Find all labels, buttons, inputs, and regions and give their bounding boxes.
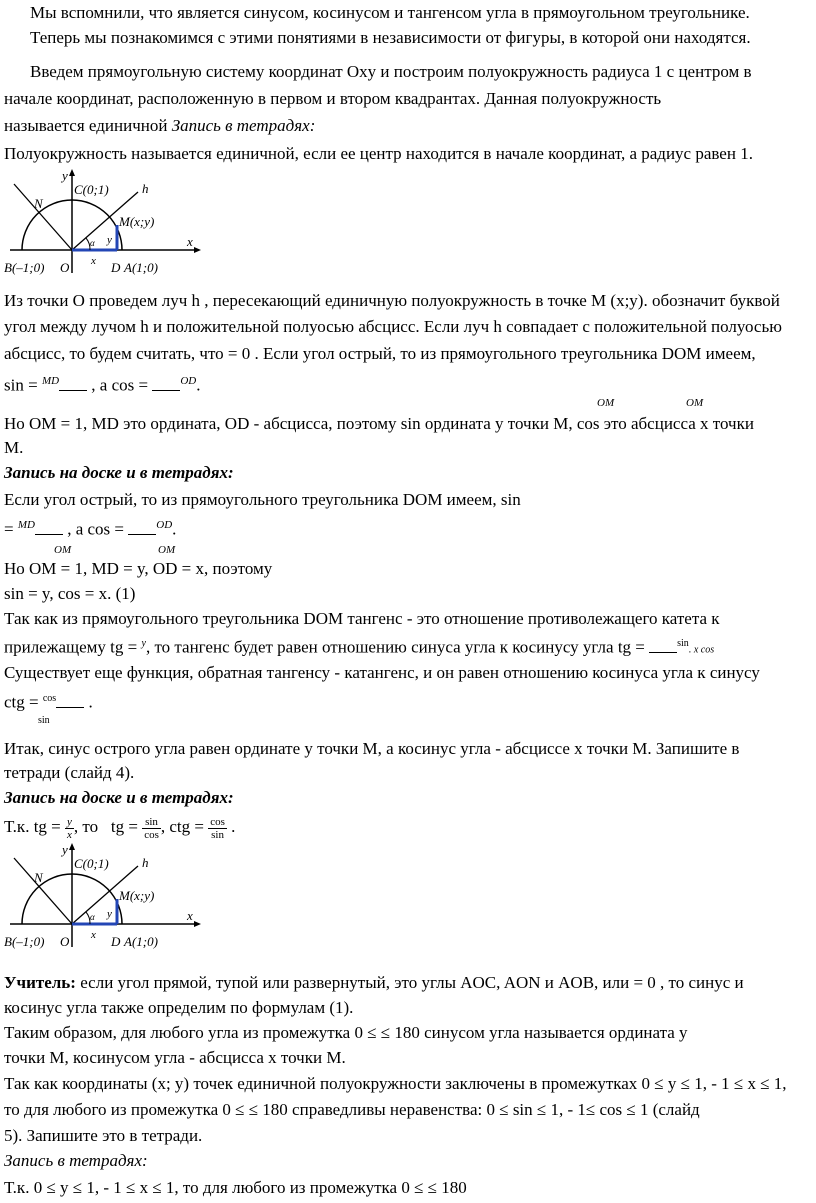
point-a-label: A(1;0) — [124, 934, 158, 949]
para3-line-1: Итак, синус острого угла равен ординате y точки M, а косинус угла - абсциссе x точки M. Запишите в — [4, 739, 740, 758]
point-b-label: B(–1;0) — [4, 260, 45, 275]
board1-line-1: Если угол острый, то из прямоугольного треугольника DOM имеем, sin — [4, 490, 521, 509]
point-n-label: N — [34, 196, 43, 211]
ray-h-label: h — [142, 181, 149, 196]
ray-h-label: h — [142, 855, 149, 870]
board1-heading: Запись на доске и в тетрадях: — [4, 463, 234, 482]
point-d-label: D — [111, 260, 121, 275]
board1-line-5: Так как из прямоугольного треугольника DOM тангенс - это отношение противолежащего катета к — [4, 609, 720, 628]
notebook-line-1: Т.к. 0 ≤ y ≤ 1, - 1 ≤ x ≤ 1, то для любого из промежутка 0 ≤ ≤ 180 — [4, 1178, 467, 1197]
para2-line-5: Но OM = 1, MD это ордината, OD - абсцисса, поэтому sin ордината y точки M, cos это абсцисса x точки — [4, 414, 754, 433]
para3-line-2: тетради (слайд 4). — [4, 763, 135, 782]
point-m-label: M(x;y) — [119, 214, 155, 229]
teacher-label: Учитель: — [4, 973, 76, 992]
para2-line-6: M. — [4, 438, 24, 457]
point-c-label: C(0;1) — [74, 182, 109, 197]
segment-y-label: y — [107, 234, 112, 246]
point-o-label: O — [60, 934, 70, 949]
board1-line-7: Существует еще функция, обратная тангенсу - катангенс, и он равен отношению косинуса угла к синусу — [4, 663, 760, 682]
teacher-line-3: Таким образом, для любого угла из промежутка 0 ≤ ≤ 180 синусом угла называется ордината y — [4, 1023, 688, 1042]
para1-line-2: начале координат, расположенную в первом и втором квадрантах. Данная полуокружность — [4, 89, 662, 108]
board2-formulas: Т.к. tg = $\frac{y}{x}$ , то tg = $\frac{\sin}{\cos}$ , ctg = $\frac{\cos}{\sin}$ . — [4, 815, 236, 841]
board1-line-8: ctg = $^{cos}$ . — [4, 692, 93, 712]
board1-line-9: sin — [38, 715, 50, 726]
y-axis-label: y — [62, 168, 68, 183]
definition-text: Полуокружность называется единичной, если ее центр находится в начале координат, а радиус равен 1. — [4, 144, 753, 163]
teacher-line-6: то для любого из промежутка 0 ≤ ≤ 180 справедливы неравенства: 0 ≤ sin ≤ 1, - 1≤ cos ≤ 1 (слайд — [4, 1100, 700, 1119]
segment-x-label: x — [91, 929, 96, 941]
board1-om-2: OM — [158, 544, 176, 556]
alpha-label: α — [90, 912, 95, 922]
teacher-line-2: косинус угла также определим по формулам (1). — [4, 998, 354, 1017]
board2-heading: Запись на доске и в тетрадях: — [4, 788, 234, 807]
point-b-label: B(–1;0) — [4, 934, 45, 949]
para1-line-3: называется единичной Запись в тетрадях: — [4, 116, 316, 135]
point-n-label: N — [34, 870, 43, 885]
para2-line-1: Из точки O проведем луч h , пересекающий единичную полуокружность в точке M (x;y). обозначит буквой — [4, 291, 780, 310]
notebook-heading: Запись в тетрадях: — [4, 1151, 148, 1170]
para1-line-1: Введем прямоугольную систему координат Oxy и построим полуокружность радиуса 1 с центром в — [30, 62, 752, 81]
point-o-label: O — [60, 260, 70, 275]
board1-line-6: прилежащему tg = $^y$, то тангенс будет равен отношению синуса угла к косинусу угла tg = $^{sin}$. x cos — [4, 637, 715, 657]
board1-om-1: OM — [54, 544, 72, 556]
para2-line-3: абсцисс, то будем считать, что = 0 . Если угол острый, то из прямоугольного треугольника DOM имеем, — [4, 344, 756, 363]
teacher-line-1: Учитель: если угол прямой, тупой или развернутый, это углы AOC, AON и AOB, или = 0 , то синус и — [4, 973, 744, 992]
para2-line-4: sin = $^{MD}$ , a cos = $^{OD}$. — [4, 375, 201, 395]
board1-line-3: Но OM = 1, MD = y, OD = x, поэтому — [4, 559, 273, 578]
x-axis-label: x — [187, 908, 193, 923]
y-axis-label: y — [62, 842, 68, 857]
alpha-label: α — [90, 238, 95, 248]
om-denominator-1: OM — [597, 397, 615, 409]
notebook-note: Запись в тетрадях: — [171, 116, 316, 135]
unit-circle-diagram-1 — [4, 168, 204, 278]
board1-line-4: sin = y, cos = x. (1) — [4, 584, 136, 603]
intro-line-2: Теперь мы познакомимся с этими понятиями в независимости от фигуры, в которой они находятся. — [30, 28, 751, 47]
point-c-label: C(0;1) — [74, 856, 109, 871]
teacher-line-5: Так как координаты (x; y) точек единичной полуокружности заключены в промежутках 0 ≤ y ≤ 1, - 1 ≤ x ≤ 1, — [4, 1074, 787, 1093]
segment-x-label: x — [91, 255, 96, 267]
teacher-line-4: точки M, косинусом угла - абсцисса x точки M. — [4, 1048, 346, 1067]
point-a-label: A(1;0) — [124, 260, 158, 275]
point-d-label: D — [111, 934, 121, 949]
board1-line-2: = $^{MD}$ , a cos = $^{OD}$. — [4, 519, 177, 539]
x-axis-label: x — [187, 234, 193, 249]
om-denominator-2: OM — [686, 397, 704, 409]
point-m-label: M(x;y) — [119, 888, 155, 903]
teacher-line-7: 5). Запишите это в тетради. — [4, 1126, 203, 1145]
para2-line-2: угол между лучом h и положительной полуосью абсцисс. Если луч h совпадает с положительной полуосью — [4, 317, 782, 336]
unit-circle-diagram-2 — [4, 842, 204, 952]
intro-line-1: Мы вспомнили, что является синусом, косинусом и тангенсом угла в прямоугольном треугольнике. — [30, 3, 750, 22]
segment-y-label: y — [107, 908, 112, 920]
